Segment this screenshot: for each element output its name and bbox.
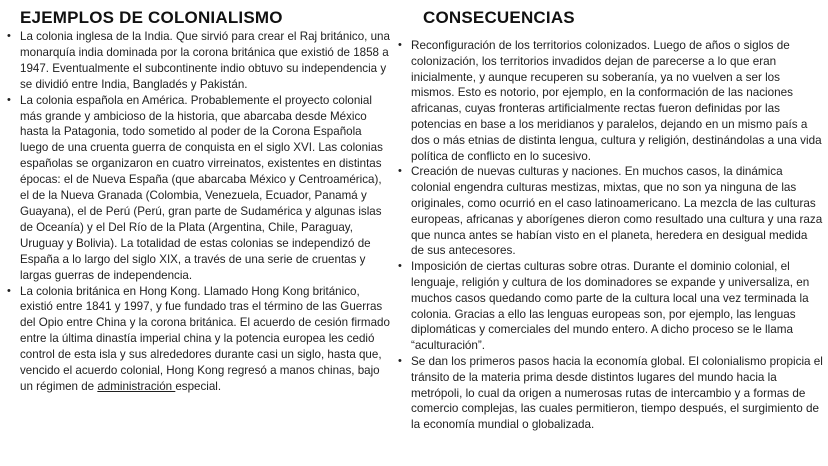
bullet-icon: •	[398, 165, 402, 178]
bullet-icon: •	[7, 93, 11, 106]
list-item	[395, 259, 823, 354]
list-item-text: Reconfiguración de los territorios colonizados. Luego de años o siglos de colonización, los territorios invadidos dejan de parecerse a lo que eran inicialmente, y aunque recuperen su soberanía, ya no vuelven a ser los mismos. Esto es notorio, por ejemplo, en la conformación de las naciones africanas, cuyas fronteras artificialmente rectas fueron definidas por las potencias en base a los meridianos y paralelos, dejando en un mismo país a dos o más etnias de distinta lengua, cultura y religión, destinándolas a una vida política de conflicto en lo sucesivo.	[411, 39, 822, 163]
list-item-text: Se dan los primeros pasos hacia la economía global. El colonialismo propicia el tránsito de la materia prima desde distintos lugares del mundo hacia la metrópoli, lo cual da origen a numerosas rutas de intercambio y a formas de comercio complejas, las cuales permitieron, tiempo después, el surgimiento de la economía mundial o globalizada.	[411, 354, 823, 432]
bullet-icon: •	[7, 284, 11, 297]
bullet-icon: •	[398, 39, 402, 51]
list-item	[395, 164, 823, 259]
examples-list	[4, 29, 392, 395]
list-item-text: La colonia inglesa de la India. Que sirvió para crear el Raj británico, una monarquía india dominada por la corona británica que existió de 1858 a 1947. Eventualmente el subcontinente indio obtuvo su independencia y se dividió entre India, Bangladés y Pakistán.	[20, 30, 390, 91]
list-item	[395, 38, 823, 164]
list-item-text: Imposición de ciertas culturas sobre otras. Durante el dominio colonial, el lenguaje, religión y cultura de los dominadores se expande y universaliza, en muchos casos quedando como parte de la cultura local una vez terminada la colonia. Gracias a ello las lenguas europeas son, por ejemplo, las lenguas diplomáticas y comerciales del mundo entero. A dicho proceso se le llama “aculturación”.	[411, 260, 810, 353]
list-item	[395, 354, 823, 433]
right-column	[395, 8, 823, 433]
bullet-icon: •	[7, 30, 11, 42]
list-item-text: Creación de nuevas culturas y naciones. En muchos casos, la dinámica colonial engendra culturas mestizas, mixtas, que no son ya ninguna de las originales, como ocurrió en el caso latinoamericano. La mezcla de las culturas europeas, africanas y aborígenes dieron como resultado una cultura y una raza que nunca antes se habían visto en el planeta, heredera en desigual medida de sus antecesores.	[411, 165, 823, 258]
list-item-text: La colonia británica en Hong Kong. Llamado Hong Kong británico, existió entre 1841 y 1997, y fue fundado tras el término de las Guerras del Opio entre China y la corona británica. El acuerdo de cesión firmado entre la última dinastía imperial china y la potencia europea les cedió control de esta isla y sus alrededores durante casi un siglo, hasta que, vencido el acuerdo colonial, Hong Kong regresó a manos chinas, bajo un régimen de	[20, 284, 390, 393]
list-item	[4, 29, 392, 93]
bullet-icon: •	[398, 354, 402, 367]
list-item-text: La colonia española en América. Probablemente el proyecto colonial más grande y ambicioso de la historia, que abarcaba desde México hasta la Patagonia, todo sometido al poder de la Corona Española luego de una cruenta guerra de conquista en el siglo XVI. Las colonias españolas se organizaron en cuatro virreinatos, existentes en distintas épocas: el de Nueva España (que abarcaba México y Centroamérica), el de la Nueva Granada (Colombia, Venezuela, Ecuador, Panamá y Guayana), el de Perú (Perú, gran parte de Sudamérica y algunas islas de Oceanía) y el Del Río de la Plata (Argentina, Chile, Paraguay, Uruguay y Bolivia). La totalidad de estas colonias se independizó de España a lo largo del siglo XIX, a través de una serie de cruentas y largas guerras de independencia.	[20, 93, 383, 282]
list-item	[4, 93, 392, 284]
left-column	[4, 8, 392, 395]
list-item-text-end: especial.	[175, 379, 222, 393]
right-column-title: CONSECUENCIAS	[423, 8, 575, 27]
consequences-list	[395, 38, 823, 433]
bullet-icon: •	[398, 260, 402, 273]
administracion-link[interactable]: administración	[97, 379, 176, 393]
left-column-title: EJEMPLOS DE COLONIALISMO	[20, 8, 283, 27]
list-item	[4, 284, 392, 395]
